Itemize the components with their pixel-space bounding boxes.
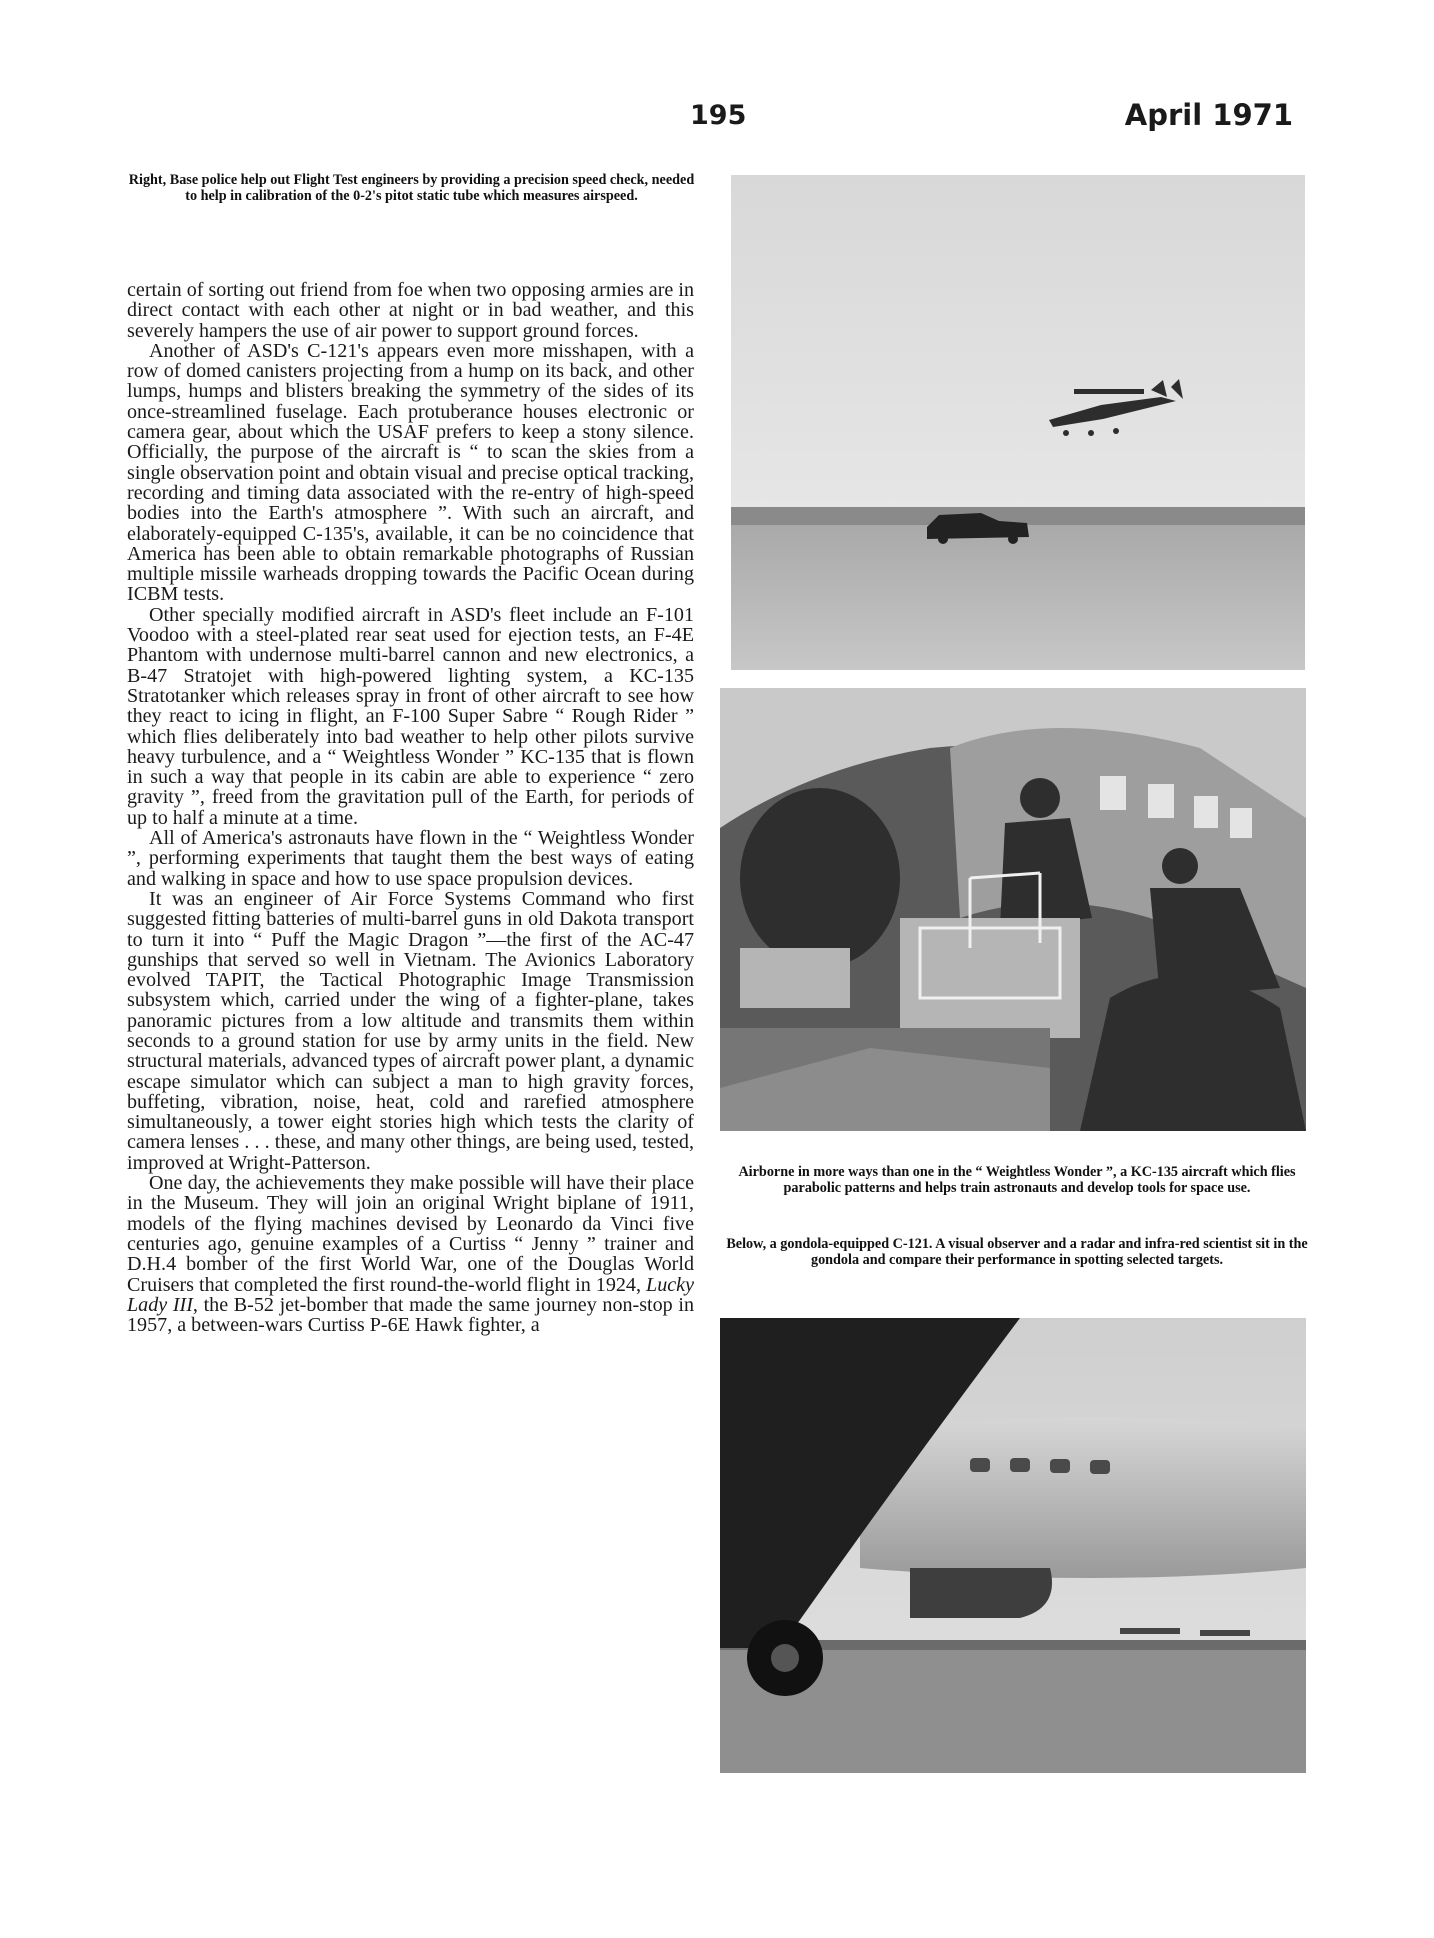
text-run: One day, the achievements they make possible will have their place in the Museum. They will join an original Wright biplane of 1911, models of the flying machines devised by Leonardo da Vinci five centuries ago, genuine examples of a Curtiss “ Jenny ” trainer and D.H.4 bomber of the first World War, one of the Douglas World Cruisers that completed the first round-the-world flight in 1924, bbox=[127, 1172, 694, 1296]
article-body bbox=[127, 280, 694, 1335]
photo-o2-speed-check bbox=[731, 175, 1305, 670]
paragraph: certain of sorting out friend from foe when two opposing armies are in direct contact with each other at night or in bad weather, and this severely hampers the use of air power to support ground forces. bbox=[127, 279, 694, 342]
aircraft-name: Lucky Lady III bbox=[127, 1273, 694, 1316]
paragraph: It was an engineer of Air Force Systems Command who first suggested fitting batteries of multi-barrel guns in old Dakota transport to turn it into “ Puff the Magic Dragon ”—the first of the AC-47 gunships that served so well in Vietnam. The Avionics Laboratory evolved TAPIT, the Tactical Photographic Image Transmission subsystem which, carried under the wing of a fighter-plane, takes panoramic pictures from a low altitude and transmits them within seconds to a ground station for use by army units in the field. New structural materials, advanced types of aircraft power plant, a dynamic escape simulator which can subject a man to high gravity forces, buffeting, vibration, noise, heat, cold and rarefied atmosphere simultaneously, a tower eight stories high which tests the clarity of camera lenses . . . these, and many other things, are being used, tested, improved at Wright-Patterson. bbox=[127, 887, 694, 1174]
caption-middle: Airborne in more ways than one in the “ Weightless Wonder ”, a KC-135 aircraft which flies parabolic patterns and helps train astronauts and develop tools for space use. bbox=[738, 1164, 1296, 1196]
paragraph: Another of ASD's C-121's appears even more misshapen, with a row of domed canisters projecting from a hump on its back, and other lumps, humps and blisters breaking the symmetry of the sides of its once-streamlined fuselage. Each protuberance houses electronic or camera gear, about which the USAF prefers to keep a stony silence. Officially, the purpose of the aircraft is “ to scan the skies from a single observation point and obtain visual and precise optical tracking, recording and timing data associated with the re-entry of high-speed bodies into the Earth's atmosphere ”. With such an aircraft, and elaborately-equipped C-135's, available, it can be no coincidence that America has been able to obtain remarkable photographs of Russian multiple missile warheads dropping towards the Pacific Ocean during ICBM tests. bbox=[127, 339, 694, 606]
page-date: April 1971 bbox=[1124, 98, 1293, 132]
photo-gondola-c121 bbox=[720, 1318, 1306, 1773]
paragraph: All of America's astronauts have flown in the “ Weightless Wonder ”, performing experiments that taught them the best ways of eating and walking in space and how to use space propulsion devices. bbox=[127, 827, 694, 890]
paragraph: Other specially modified aircraft in ASD's fleet include an F-101 Voodoo with a steel-plated rear seat used for ejection tests, an F-4E Phantom with undernose multi-barrel cannon and new electronics, a B-47 Stratojet with high-powered lighting system, a KC-135 Stratotanker which releases spray in front of other aircraft to see how they react to icing in flight, an F-100 Super Sabre “ Rough Rider ” which flies deliberately into bad weather to help other pilots survive heavy turbulence, and a “ Weightless Wonder ” KC-135 that is flown in such a way that people in its cabin are able to experience “ zero gravity ”, freed from the gravitation pull of the Earth, for periods of up to half a minute at a time. bbox=[127, 603, 694, 829]
text-run: , the B-52 jet-bomber that made the same journey non-stop in 1957, a between-wars Curtiss P-6E Hawk fighter, a bbox=[127, 1293, 694, 1337]
caption-bottom: Below, a gondola-equipped C-121. A visual observer and a radar and infra-red scientist sit in the gondola and compare their performance in spotting selected targets. bbox=[726, 1236, 1308, 1268]
page-number: 195 bbox=[690, 100, 747, 131]
paragraph bbox=[127, 1173, 694, 1335]
caption-top: Right, Base police help out Flight Test engineers by providing a precision speed check, needed to help in calibration of the 0-2's pitot static tube which measures airspeed. bbox=[128, 172, 695, 204]
photo-weightless-wonder-cabin bbox=[720, 688, 1306, 1131]
